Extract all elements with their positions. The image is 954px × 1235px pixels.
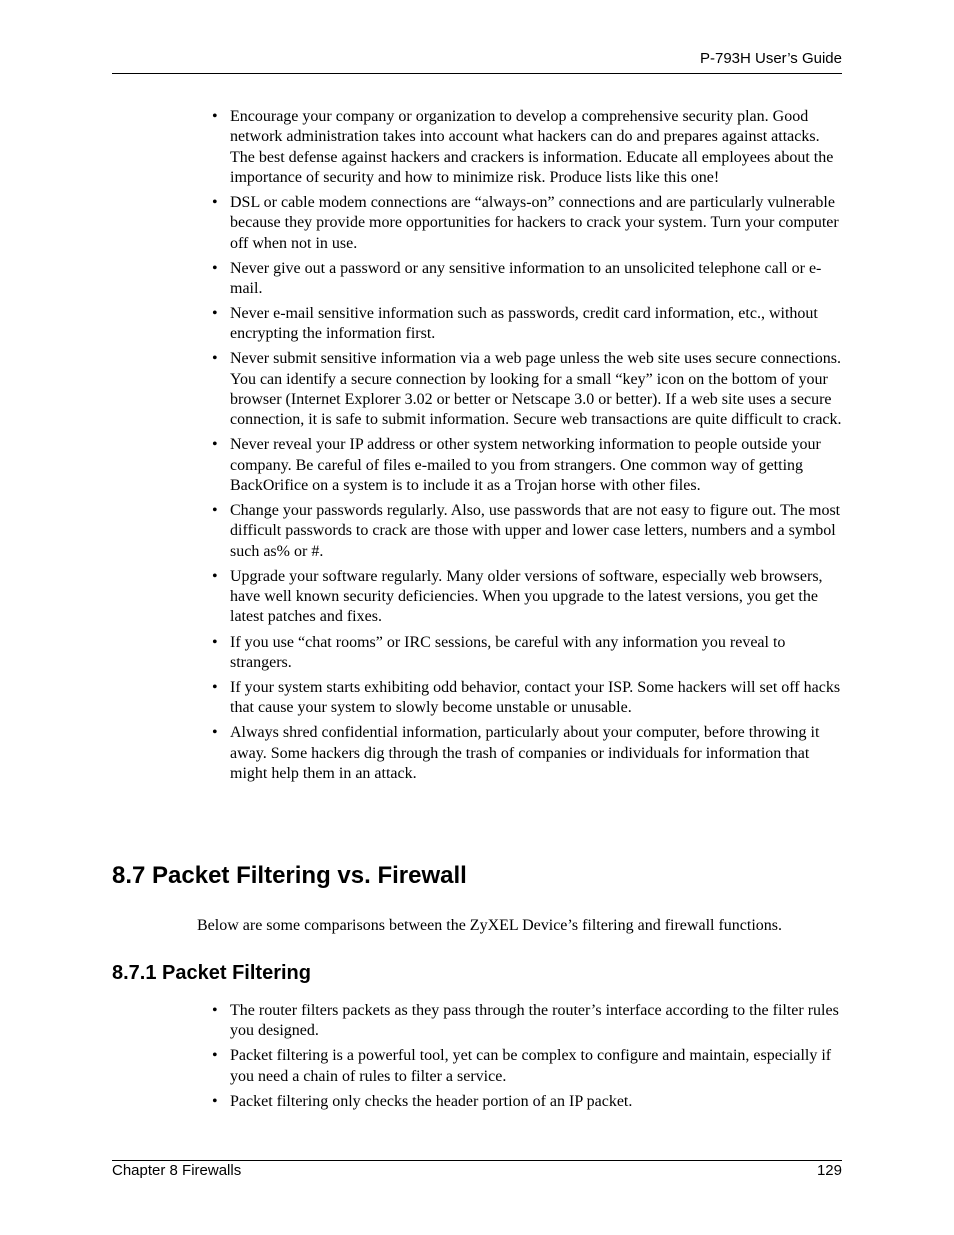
list-item-text: If you use “chat rooms” or IRC sessions, be careful with any information you reveal to strangers.	[230, 633, 786, 671]
bullet-marker: •	[212, 1002, 218, 1019]
list-item	[212, 1046, 842, 1087]
security-tips-list	[212, 107, 842, 789]
bullet-marker: •	[212, 305, 218, 323]
bullet-marker: •	[212, 350, 218, 368]
list-item	[212, 193, 842, 254]
list-item-text: The router filters packets as they pass through the router’s interface according to the filter rules you designed.	[230, 1002, 839, 1040]
section-heading: 8.7 Packet Filtering vs. Firewall	[112, 862, 467, 889]
bullet-marker: •	[212, 502, 218, 520]
list-item	[212, 723, 842, 784]
page-number: 129	[816, 1162, 842, 1179]
list-item	[212, 1092, 842, 1112]
list-item-text: Never reveal your IP address or other system networking information to people outside your company. Be careful of files e-mailed to you from strangers. One common way of getting BackOrifice on a system is to include it as a Trojan horse with other files.	[230, 436, 821, 495]
footer-chapter: Chapter 8 Firewalls	[112, 1162, 242, 1179]
list-item	[212, 435, 842, 496]
bullet-marker: •	[212, 567, 218, 585]
list-item-text: Packet filtering only checks the header portion of an IP packet.	[230, 1092, 633, 1110]
list-item	[212, 501, 842, 562]
list-item-text: Encourage your company or organization to develop a comprehensive security plan. Good network administration takes into account what hackers can do and prepares against attacks. The best defense against hackers and crackers is information. Educate all employees about the importance of security and how to minimize risk. Produce lists like this one!	[230, 108, 834, 186]
subsection-heading: 8.7.1 Packet Filtering	[112, 962, 311, 984]
bullet-marker: •	[212, 1047, 218, 1065]
list-item-text: If your system starts exhibiting odd behavior, contact your ISP. Some hackers will set off hacks that cause your system to slowly become unstable or unusable.	[230, 678, 841, 717]
footer-rule	[112, 1160, 842, 1161]
list-item	[212, 349, 842, 430]
bullet-marker: •	[212, 259, 218, 277]
bullet-marker: •	[212, 436, 218, 454]
list-item-text: Change your passwords regularly. Also, use passwords that are not easy to figure out. The most difficult passwords to crack are those with upper and lower case letters, numbers and a symbol such as% or #.	[230, 502, 841, 560]
list-item	[212, 633, 842, 674]
list-item-text: Always shred confidential information, particularly about your computer, before throwing it away. Some hackers dig through the trash of companies or individuals for information that might help them in an attack.	[230, 724, 820, 782]
list-item-text: Packet filtering is a powerful tool, yet can be complex to configure and maintain, especially if you need a chain of rules to filter a service.	[230, 1047, 832, 1085]
bullet-marker: •	[212, 108, 218, 125]
list-item-text: Upgrade your software regularly. Many older versions of software, especially web browsers, have well known security deficiencies. When you upgrade to the latest versions, you get the latest patches and fixes.	[230, 567, 823, 626]
list-item-text: Never give out a password or any sensitive information to an unsolicited telephone call or e-mail.	[230, 259, 822, 297]
bullet-marker: •	[212, 678, 218, 696]
list-item	[212, 107, 842, 188]
list-item	[212, 259, 842, 300]
list-item	[212, 678, 842, 719]
bullet-marker: •	[212, 193, 218, 211]
list-item	[212, 567, 842, 628]
list-item	[212, 1001, 842, 1042]
header-rule	[112, 73, 842, 74]
list-item-text: DSL or cable modem connections are “always-on” connections and are particularly vulnerable because they provide more opportunities for hackers to crack your system. Turn your computer off when not in use.	[230, 193, 839, 252]
bullet-marker: •	[212, 633, 218, 651]
section-intro: Below are some comparisons between the ZyXEL Device’s filtering and firewall functions.	[197, 917, 782, 934]
bullet-marker: •	[212, 1092, 218, 1110]
page-header-title: P-793H User’s Guide	[699, 50, 842, 67]
list-item-text: Never e-mail sensitive information such as passwords, credit card information, etc., without encrypting the information first.	[230, 305, 818, 343]
bullet-marker: •	[212, 724, 218, 742]
packet-filtering-list	[212, 1001, 842, 1117]
list-item-text: Never submit sensitive information via a web page unless the web site uses secure connections. You can identify a secure connection by looking for a small “key” icon on the bottom of your browser (Internet Explorer 3.02 or better or Netscape 3.0 or better). If a web site uses a secure connection, it is safe to submit information. Secure web transactions are quite difficult to crack.	[230, 350, 842, 429]
list-item	[212, 304, 842, 345]
